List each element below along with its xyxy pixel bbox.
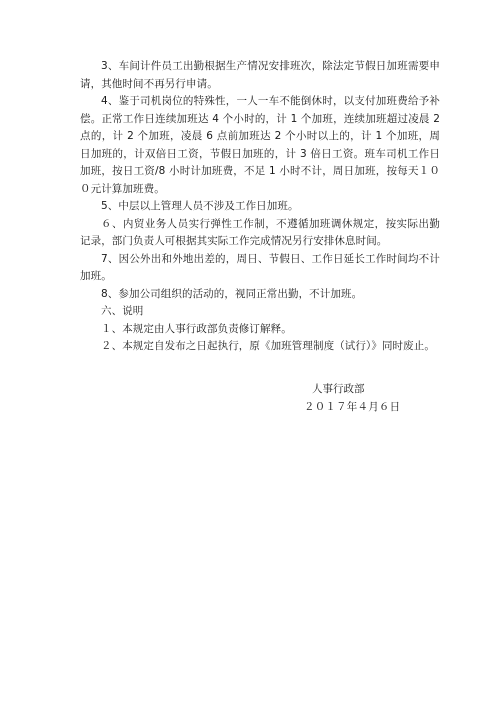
note-item-2: ２、本规定自发布之日起执行，原《加班管理制度（试行）》同时废止。 [101,340,435,352]
rule-paragraph-6: ６、内贸业务人员实行弹性工作制，不遵循加班调休规定，按实际出勤记录，部门负责人可根据其实际工作完成情况另行安排休息时间。 [80,217,440,247]
document-body [80,58,440,413]
signature-date: ２０１７年４月６日 [304,401,401,413]
section-heading-explanation: 六、说明 [101,305,144,317]
rule-paragraph-5: 5、中层以上管理人员不涉及工作日加班。 [101,200,299,212]
note-item-1: １、本规定由人事行政部负责修订解释。 [101,322,292,335]
rule-paragraph-3: 3、车间计件员工出勤根据生产情况安排班次，除法定节假日加班需要申请，其他时间不再另行申请。 [80,60,440,90]
rule-paragraph-8: 8、参加公司组织的活动的，视同正常出勤，不计加班。 [101,287,363,300]
rule-paragraph-7: 7、因公外出和外地出差的，周日、节假日、工作日延长工作时间均不计加班。 [80,252,440,282]
rule-paragraph-4: 4、鉴于司机岗位的特殊性，一人一车不能倒休时，以支付加班费给予补偿。正常工作日连续加班达 4 个小时的，计 1 个加班，连续加班超过凌晨 2 点的，计 2 个加班，凌晨 6 点前加班达 2 个小时以上的，计 1 个加班，周日加班的，计双倍日工资，节假日加班的，计 3 倍日工资。班车司机工作日加班，按日工资/8 小时计加班费，不足 1 小时不计，周日加班，按每天１００元计算加班费。 [80,95,440,195]
signature-department: 人事行政部 [312,383,365,395]
